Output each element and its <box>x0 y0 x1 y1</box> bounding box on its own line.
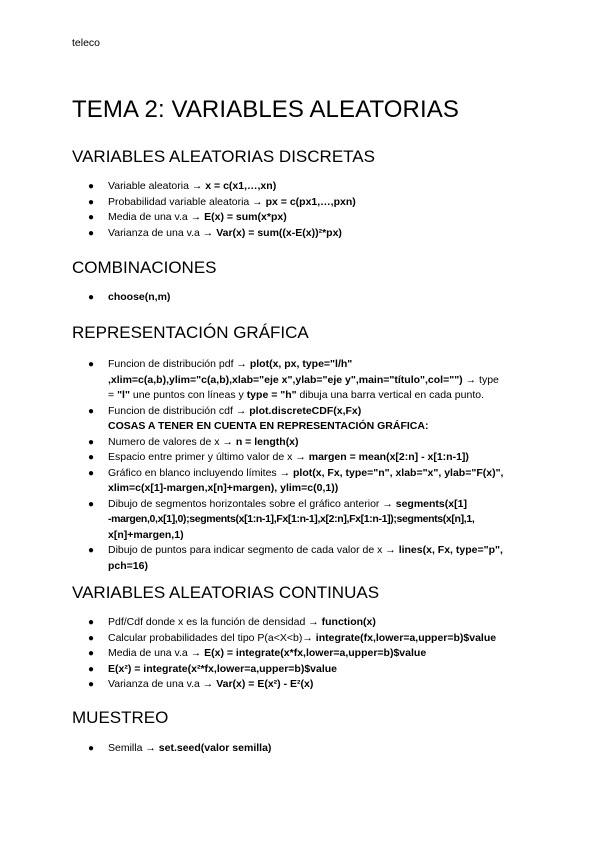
list-item: ● Varianza de una v.a → Var(x) = E(x²) - E²(x) <box>72 677 542 693</box>
list-item: ● Numero de valores de x → n = length(x) <box>72 435 542 451</box>
list-item: ● Media de una v.a → E(x) = sum(x*px) <box>72 210 542 226</box>
list-item: ● Calcular probabilidades del tipo P(a<X<b)→ integrate(fx,lower=a,upper=b)$value <box>72 631 542 647</box>
list-item: ● Probabilidad variable aleatoria → px = c(px1,…,pxn) <box>72 195 542 211</box>
bullet-icon: ● <box>88 196 95 208</box>
heading-combinaciones: COMBINACIONES <box>72 258 217 277</box>
heading-continuas: VARIABLES ALEATORIAS CONTINUAS <box>72 583 380 602</box>
page-header: teleco <box>72 37 101 49</box>
list-item: ● Variable aleatoria → x = c(x1,…,xn) <box>72 179 542 195</box>
list-item: ● E(x²) = integrate(x²*fx,lower=a,upper=b)$value <box>72 662 542 678</box>
list-item: ● Espacio entre primer y último valor de x → margen = mean(x[2:n] - x[1:n-1]) <box>72 450 542 466</box>
list-item: ● Funcion de distribución cdf → plot.discreteCDF(x,Fx) COSAS A TENER EN CUENTA EN REPRESENTACIÓN GRÁFICA: <box>72 404 542 435</box>
bullet-icon: ● <box>88 212 95 223</box>
list-continuas <box>72 615 542 693</box>
list-item: ● choose(n,m) <box>72 290 542 306</box>
list-item: ● Gráfico en blanco incluyendo límites → plot(x, Fx, type="n", xlab="x", ylab="F(x)", xlim=c(x[1]-margen,x[n]+margen), ylim=c(0,1)) <box>88 466 504 494</box>
bullet-icon: ● <box>88 405 95 417</box>
bullet-icon: ● <box>88 545 95 556</box>
list-item: ● Funcion de distribución pdf → plot(x, px, type="l/h" ,xlim=c(a,b),ylim="c(a,b),xlab="eje x",ylab="eje y",main="título",col="") → type = "l" une puntos con líneas y type = "h" dibuja una barra vertical en cada punto. <box>88 358 499 401</box>
list-item: ● Varianza de una v.a → Var(x) = sum((x-E(x))²*px) <box>72 226 542 242</box>
list-muestreo <box>72 741 542 757</box>
page-title: TEMA 2: VARIABLES ALEATORIAS <box>72 96 459 123</box>
bullet-icon: ● <box>88 452 95 463</box>
bullet-icon: ● <box>88 617 95 628</box>
bullet-icon: ● <box>88 436 95 448</box>
heading-muestreo: MUESTREO <box>72 708 169 727</box>
bullet-icon: ● <box>88 663 95 675</box>
list-item: ● Dibujo de puntos para indicar segmento de cada valor de x → lines(x, Fx, type="p", pch=16) <box>88 544 503 572</box>
bullet-icon: ● <box>88 743 95 754</box>
bullet-icon: ● <box>88 679 95 690</box>
bullet-icon: ● <box>88 227 95 239</box>
list-item: ● Semilla → set.seed(valor semilla) <box>72 741 542 757</box>
list-representacion <box>72 357 542 574</box>
bullet-icon: ● <box>88 632 95 644</box>
list-item: ● Media de una v.a → E(x) = integrate(x*fx,lower=a,upper=b)$value <box>72 646 542 662</box>
list-discretas <box>72 179 542 241</box>
bullet-icon: ● <box>88 467 95 479</box>
list-combinaciones <box>72 290 542 306</box>
bullet-icon: ● <box>88 359 95 370</box>
bullet-icon: ● <box>88 648 95 659</box>
bullet-icon: ● <box>88 292 95 303</box>
bullet-icon: ● <box>88 181 95 192</box>
subheading-notes: COSAS A TENER EN CUENTA EN REPRESENTACIÓN GRÁFICA: <box>108 420 429 432</box>
list-item: ● Pdf/Cdf donde x es la función de densidad → function(x) <box>72 615 542 631</box>
list-item: ● Dibujo de segmentos horizontales sobre el gráfico anterior → segments(x[1] -margen,0,x[1],0);segments(x[1:n-1],Fx[1:n-1],x[2:n],Fx[1:n-1]);segments(x[n],1, x[n]+margen,1) <box>88 497 475 541</box>
heading-representacion: REPRESENTACIÓN GRÁFICA <box>72 323 309 342</box>
bullet-icon: ● <box>88 498 95 510</box>
heading-discretas: VARIABLES ALEATORIAS DISCRETAS <box>72 147 375 166</box>
